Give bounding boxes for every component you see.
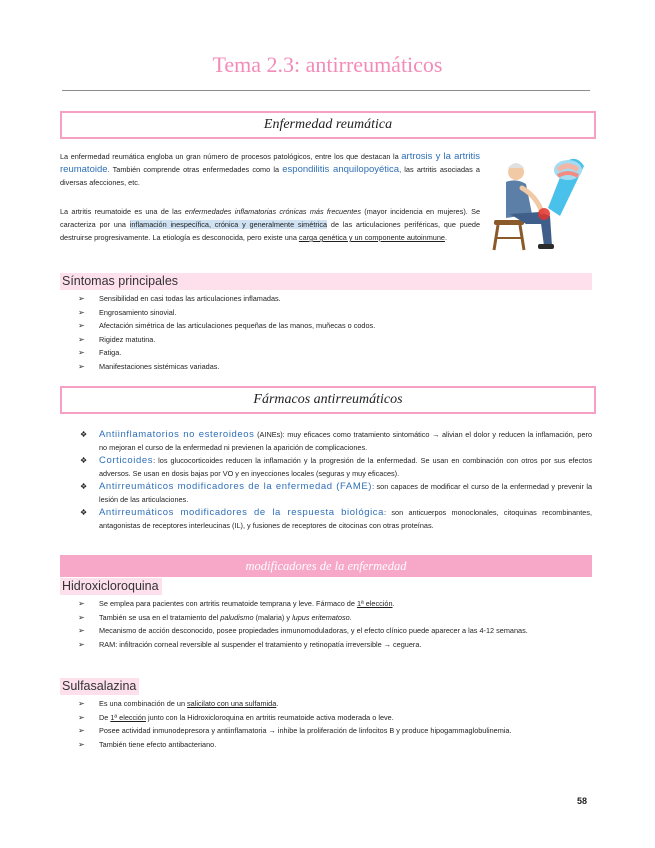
italic-text: paludismo	[220, 612, 254, 622]
arrow-bullet-icon: ➢	[78, 712, 85, 722]
list-item-text: Manifestaciones sistémicas variadas.	[99, 361, 220, 371]
list-item	[78, 292, 592, 306]
diamond-bullet-icon: ❖	[80, 430, 88, 439]
text: junto con la Hidroxicloroquina en artritis reumatoide activa moderada o leve.	[145, 712, 394, 722]
drug-term: Antirreumáticos modificadores de la respuesta biológica	[99, 507, 385, 518]
list-item-text: Rigidez matutina.	[99, 334, 156, 344]
list-item	[80, 506, 592, 532]
list-item	[78, 319, 592, 333]
italic-text: lupus eritematoso	[292, 612, 350, 622]
list-item	[78, 346, 592, 360]
text: De	[99, 712, 111, 722]
text: (mayor incidencia en mujeres). Se caracteriza por una	[60, 207, 481, 229]
list-item-text: Sensibilidad en casi todas las articulaciones inflamadas.	[99, 294, 281, 303]
list-item	[78, 624, 592, 638]
text: .	[349, 612, 352, 622]
term-espondilitis: espondilitis anquilopoyética	[282, 164, 400, 175]
list-item	[80, 480, 592, 506]
drug-term: Antirreumáticos modificadores de la enfermedad (FAME)	[99, 481, 373, 492]
diamond-bullet-icon: ❖	[80, 508, 88, 517]
list-item	[78, 360, 592, 374]
arrow-bullet-icon: ➢	[78, 599, 85, 608]
list-item-text: Engrosamiento sinovial.	[99, 307, 177, 317]
text: .	[276, 699, 279, 708]
drug-term: Antiinflamatorios no esteroideos	[99, 429, 255, 440]
list-item-text: : son capaces de modificar el curso de la enfermedad y prevenir la lesión de las articulaciones.	[99, 482, 593, 504]
text: Se emplea para pacientes con artritis reumatoide temprana y leve. Fármaco de	[99, 599, 357, 608]
section-heading-enfermedad: Enfermedad reumática	[60, 111, 596, 139]
text: (malaria) y	[253, 612, 293, 622]
paragraph-artritis	[60, 205, 480, 244]
list-item	[78, 638, 592, 652]
text: También se usa en el tratamiento del	[99, 612, 221, 622]
hidroxicloroquina-list	[78, 597, 592, 651]
arrow-bullet-icon: ➢	[78, 321, 85, 330]
list-item	[78, 738, 592, 752]
diamond-bullet-icon: ❖	[80, 482, 88, 491]
list-item-text: : los glucocorticoides reducen la inflamación y la progresión de la enfermedad. Se usan en combinación con otros por sus efectos adversos. Se usan en dosis bajas por VO y en inyecciones locales (seguras y muy eficaces).	[99, 456, 592, 478]
arrow-bullet-icon: ➢	[78, 739, 85, 749]
list-item	[78, 711, 592, 725]
underlined-text: 1ª elección	[110, 712, 146, 722]
text: .	[392, 599, 395, 608]
drugs-list	[80, 428, 592, 532]
subsection-heading-sulfasalazina: Sulfasalazina	[60, 678, 139, 695]
list-item	[78, 306, 592, 320]
page-number: 58	[577, 796, 588, 806]
arrow-bullet-icon: ➢	[78, 699, 85, 708]
text: , las artritis asociadas a diversas afecciones, etc.	[60, 165, 480, 187]
paragraph-intro	[60, 150, 480, 189]
list-item-text: (AINEs): muy eficaces como tratamiento sintomático → alivian el dolor y reducen la inflamación, pero no mejoran el curso de la enfermedad ni previenen la aparición de complicaciones.	[99, 430, 592, 452]
list-item	[78, 333, 592, 347]
knee-pain-illustration	[486, 150, 586, 254]
sulfasalazina-list	[78, 697, 592, 751]
underlined-text: salicilato con una sulfamida	[187, 699, 277, 708]
list-item-text: Fatiga.	[99, 348, 122, 357]
section-heading-farmacos: Fármacos antirreumáticos	[60, 386, 596, 414]
arrow-bullet-icon: ➢	[78, 307, 85, 317]
underlined-text: 1ª elección	[356, 599, 393, 608]
arrow-bullet-icon: ➢	[78, 626, 85, 635]
list-item	[80, 454, 592, 480]
italic-text: enfermedades inflamatorias crónicas más frecuentes	[184, 207, 361, 216]
list-item-text: RAM: infiltración corneal reversible al suspender el tratamiento y retinopatía irreversible → ceguera.	[99, 639, 422, 649]
symptoms-list	[78, 292, 592, 373]
section-bar-modificadores: modificadores de la enfermedad	[60, 555, 592, 577]
text: La enfermedad reumática engloba un gran número de procesos patológicos, entre los que destacan la	[60, 152, 402, 161]
arrow-bullet-icon: ➢	[78, 334, 85, 344]
arrow-bullet-icon: ➢	[78, 639, 85, 649]
title-divider	[62, 90, 590, 91]
text: .	[444, 233, 447, 242]
list-item-text: Afectación simétrica de las articulaciones pequeñas de las manos, muñecas o codos.	[99, 321, 376, 330]
list-item-text: : son anticuerpos monoclonales, citoquinas recombinantes, antagonistas de receptores interleucinas (IL), y fusiones de receptores de citocinas con otras proteínas.	[99, 508, 592, 530]
list-item	[78, 697, 592, 711]
arrow-bullet-icon: ➢	[78, 612, 85, 622]
arrow-bullet-icon: ➢	[78, 348, 85, 357]
highlighted-text: inflamación inespecífica, crónica y generalmente simétrica	[129, 220, 328, 229]
list-item-text: También tiene efecto antibacteriano.	[99, 739, 217, 749]
term-artrosis: artrosis y la artritis reumatoide	[60, 151, 480, 175]
drug-term: Corticoides	[99, 455, 154, 466]
list-item	[78, 611, 592, 625]
text: Es una combinación de un	[99, 699, 188, 708]
arrow-bullet-icon: ➢	[78, 726, 85, 735]
arrow-bullet-icon: ➢	[78, 294, 85, 303]
list-item	[78, 724, 592, 738]
section-heading-sintomas: Síntomas principales	[60, 273, 592, 290]
text: de las articulaciones periféricas, que puede destruirse progresivamente. La etiología es desconocida, pero existe una	[60, 220, 480, 242]
list-item	[80, 428, 592, 454]
subsection-heading-hidroxicloroquina: Hidroxicloroquina	[60, 578, 162, 595]
text: . También comprende otras enfermedades como la	[107, 165, 283, 174]
diamond-bullet-icon: ❖	[80, 456, 88, 465]
list-item	[78, 597, 592, 611]
list-item-text: Mecanismo de acción desconocido, posee propiedades inmunomoduladoras, y el efecto clínico puede aparecer a las 4-12 semanas.	[99, 626, 528, 635]
text: La artritis reumatoide es una de las	[60, 207, 185, 216]
list-item-text: Posee actividad inmunodepresora y antiinflamatoria → inhibe la proliferación de linfocitos B y produce hipogammaglobulinemia.	[99, 726, 512, 735]
underlined-text: carga genética y un componente autoinmune	[298, 233, 445, 242]
page-title: Tema 2.3: antirreumáticos	[212, 52, 443, 77]
arrow-bullet-icon: ➢	[78, 361, 85, 371]
